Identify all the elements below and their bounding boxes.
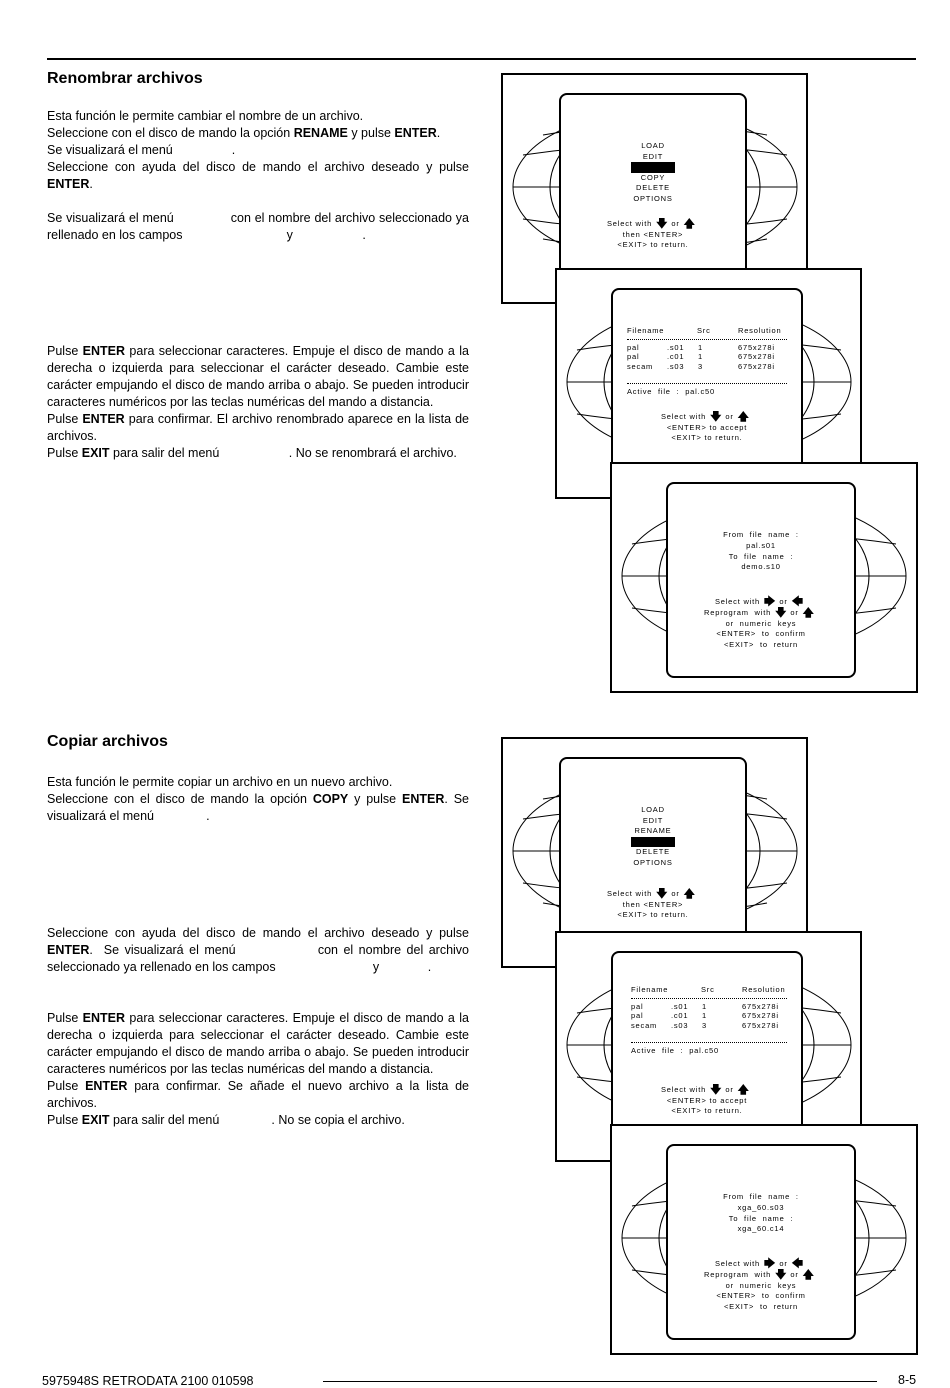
arrow-down-icon: 🡇 (775, 606, 787, 619)
hint-line: then <ENTER> (622, 899, 684, 909)
file-table (627, 326, 787, 397)
hint-line: Select with 🡇 or 🡅 (607, 888, 695, 900)
rename-hint (668, 597, 854, 651)
hint-line: Reprogram with 🡇 or 🡅 (704, 1268, 814, 1281)
active-file: Active file : pal.c50 (631, 1046, 719, 1055)
table-row[interactable]: pal .s01 1 675x278i (631, 1001, 779, 1011)
arrow-down-icon: 🡇 (656, 218, 668, 230)
menu-item-delete[interactable]: DELETE (636, 847, 670, 856)
menu-item-rename[interactable]: RENAME (634, 826, 672, 835)
arrow-up-icon: 🡅 (802, 606, 814, 619)
footer-doc-id: 5975948S RETRODATA 2100 010598 (42, 1374, 254, 1388)
menu-item-selected[interactable] (631, 837, 675, 848)
file-table-header: Filename Src Resolution (627, 326, 782, 335)
table-row[interactable]: pal .s01 1 675x278i (627, 342, 775, 352)
divider (631, 1042, 787, 1043)
hint-line: Select with 🡇 or 🡅 (607, 218, 695, 230)
main-menu-list (561, 805, 745, 868)
hint-line: <ENTER> to accept (666, 422, 748, 432)
rename-instructions (47, 343, 469, 462)
arrow-down-icon: 🡇 (710, 1084, 722, 1096)
arrow-up-icon: 🡅 (737, 411, 749, 423)
menu-item-edit[interactable]: EDIT (642, 815, 664, 825)
table-row[interactable]: pal .c01 1 675x278i (627, 352, 775, 361)
active-file: Active file : pal.c50 (627, 387, 715, 396)
hint-line: <EXIT> to return (723, 640, 798, 650)
table-row[interactable]: pal .c01 1 675x278i (631, 1011, 779, 1020)
screen-rename-dialog (610, 462, 918, 693)
to-file-field[interactable]: xga_60.c14 (737, 1224, 785, 1234)
copy-select-line: Seleccione con ayuda del disco de mando el archivo deseado y pulse ENTER. Se visualizará el menú con el nombre del archivo seleccionado ya rellenado en los campos y . (47, 926, 473, 974)
file-list-hint (613, 412, 801, 444)
hint-line: <ENTER> to accept (666, 1095, 748, 1105)
copy-intro-line: Seleccione con el disco de mando la opción COPY y pulse ENTER. Se visualizará el menú . (47, 792, 473, 823)
arrow-right-icon: 🡆 (764, 596, 776, 608)
hint-line: <EXIT> to return. (617, 910, 689, 919)
hint-line: <ENTER> to confirm (716, 629, 806, 639)
menu-item-copy[interactable]: COPY (640, 172, 666, 182)
rename-intro (47, 108, 473, 244)
to-file-field[interactable]: demo.s10 (741, 562, 781, 572)
hint-line: <EXIT> to return. (671, 1106, 743, 1115)
arrow-left-icon: 🡄 (791, 1258, 804, 1270)
hint-line: Select with 🡆 or 🡄 (714, 596, 804, 608)
copy-intro (47, 774, 473, 825)
copy-select (47, 925, 473, 976)
section-title-rename: Renombrar archivos (47, 70, 203, 87)
divider (627, 339, 787, 340)
file-list-hint (613, 1085, 801, 1117)
copy-dialog-panel (666, 1144, 856, 1340)
table-row[interactable]: secam .s03 3 675x278i (627, 361, 775, 371)
rename-dialog-panel (666, 482, 856, 678)
from-file-value: pal.s01 (746, 540, 776, 550)
hint-line: or numeric keys (725, 1280, 797, 1290)
to-file-label: To file name : (728, 551, 794, 561)
copy-step: Pulse EXIT para salir del menú . No se copia el archivo. (47, 1113, 405, 1127)
to-file-label: To file name : (728, 1213, 794, 1223)
hint-line: Select with 🡇 or 🡅 (661, 1084, 749, 1096)
arrow-left-icon: 🡄 (791, 596, 804, 608)
copy-step: Pulse ENTER para confirmar. Se añade el nuevo archivo a la lista de archivos. (47, 1079, 469, 1110)
hint-line: Reprogram with 🡇 or 🡅 (704, 606, 814, 619)
hint-line: or numeric keys (725, 618, 797, 628)
arrow-up-icon: 🡅 (683, 218, 695, 230)
page-number: 8-5 (898, 1373, 917, 1387)
rename-intro-line: Esta función le permite cambiar el nombre de un archivo. (47, 109, 364, 123)
from-file-label: From file name : (723, 1192, 799, 1201)
menu-item-edit[interactable]: EDIT (642, 151, 664, 161)
copy-instructions (47, 1010, 469, 1129)
hint-line: <EXIT> to return (723, 1302, 798, 1312)
arrow-up-icon: 🡅 (737, 1084, 749, 1096)
section-title-copy: Copiar archivos (47, 733, 168, 750)
file-list-panel (611, 288, 803, 472)
from-file-label: From file name : (723, 530, 799, 539)
rename-step: Pulse ENTER para confirmar. El archivo renombrado aparece en la lista de archivos. (47, 412, 470, 443)
copy-intro-line: Esta función le permite copiar un archivo en un nuevo archivo. (47, 775, 393, 789)
file-table-header: Filename Src Resolution (631, 985, 786, 994)
menu-item-options[interactable]: OPTIONS (633, 857, 673, 867)
arrow-down-icon: 🡇 (775, 1268, 787, 1281)
hint-line: <EXIT> to return. (671, 433, 743, 442)
rename-fields (668, 530, 854, 573)
hint-line: Select with 🡆 or 🡄 (714, 1258, 804, 1270)
menu-item-options[interactable]: OPTIONS (633, 193, 673, 203)
hint-line: Select with 🡇 or 🡅 (661, 411, 749, 423)
arrow-up-icon: 🡅 (802, 1268, 814, 1281)
menu-item-load[interactable]: LOAD (641, 805, 665, 814)
hint-line: then <ENTER> (622, 229, 684, 239)
hint-line: <ENTER> to confirm (716, 1291, 806, 1301)
copy-fields (668, 1192, 854, 1235)
menu-item-load[interactable]: LOAD (641, 141, 665, 150)
rename-intro-line: Seleccione con ayuda del disco de mando el archivo deseado y pulse ENTER. (47, 160, 469, 191)
arrow-right-icon: 🡆 (764, 1258, 776, 1270)
copy-step: Pulse ENTER para seleccionar caracteres. Empuje el disco de mando a la derecha o izquierda para seleccionar el carácter deseado. Cambie este carácter empujando el disco de mando arriba o abajo. Se pueden introducir caracteres numéricos por las teclas numéricas del mando a distancia. (47, 1011, 469, 1076)
rename-step: Pulse ENTER para seleccionar caracteres. Empuje el disco de mando a la derecha o izquierda para seleccionar el carácter deseado. Cambie este carácter empujando el disco de mando arriba o abajo. Se pueden introducir caracteres numéricos por las teclas numéricas del mando a distancia. (47, 344, 469, 409)
screen-copy-dialog (610, 1124, 918, 1355)
rename-step: Pulse EXIT para salir del menú . No se renombrará el archivo. (47, 446, 457, 460)
main-menu-list (561, 141, 745, 204)
menu-item-selected[interactable] (631, 162, 675, 173)
header-rule (47, 58, 916, 60)
footer-rule (323, 1381, 877, 1382)
rename-intro-line: Seleccione con el disco de mando la opción RENAME y pulse ENTER. (47, 126, 441, 140)
file-list-panel (611, 951, 803, 1135)
divider (631, 998, 787, 999)
menu-item-delete[interactable]: DELETE (636, 183, 670, 192)
menu-hint (561, 219, 745, 251)
arrow-down-icon: 🡇 (656, 888, 668, 900)
divider (627, 383, 787, 384)
main-menu-panel (559, 93, 747, 297)
hint-line: <EXIT> to return. (617, 240, 689, 249)
table-row[interactable]: secam .s03 3 675x278i (631, 1020, 779, 1030)
file-table (631, 985, 787, 1056)
rename-intro-line: Se visualizará el menú . (47, 143, 236, 157)
arrow-up-icon: 🡅 (683, 888, 695, 900)
arrow-down-icon: 🡇 (710, 411, 722, 423)
menu-hint (561, 889, 745, 921)
copy-hint (668, 1259, 854, 1313)
rename-menu-text: Se visualizará el menú con el nombre del archivo seleccionado ya rellenado en los campos y . (47, 211, 473, 242)
from-file-value: xga_60.s03 (737, 1202, 785, 1212)
